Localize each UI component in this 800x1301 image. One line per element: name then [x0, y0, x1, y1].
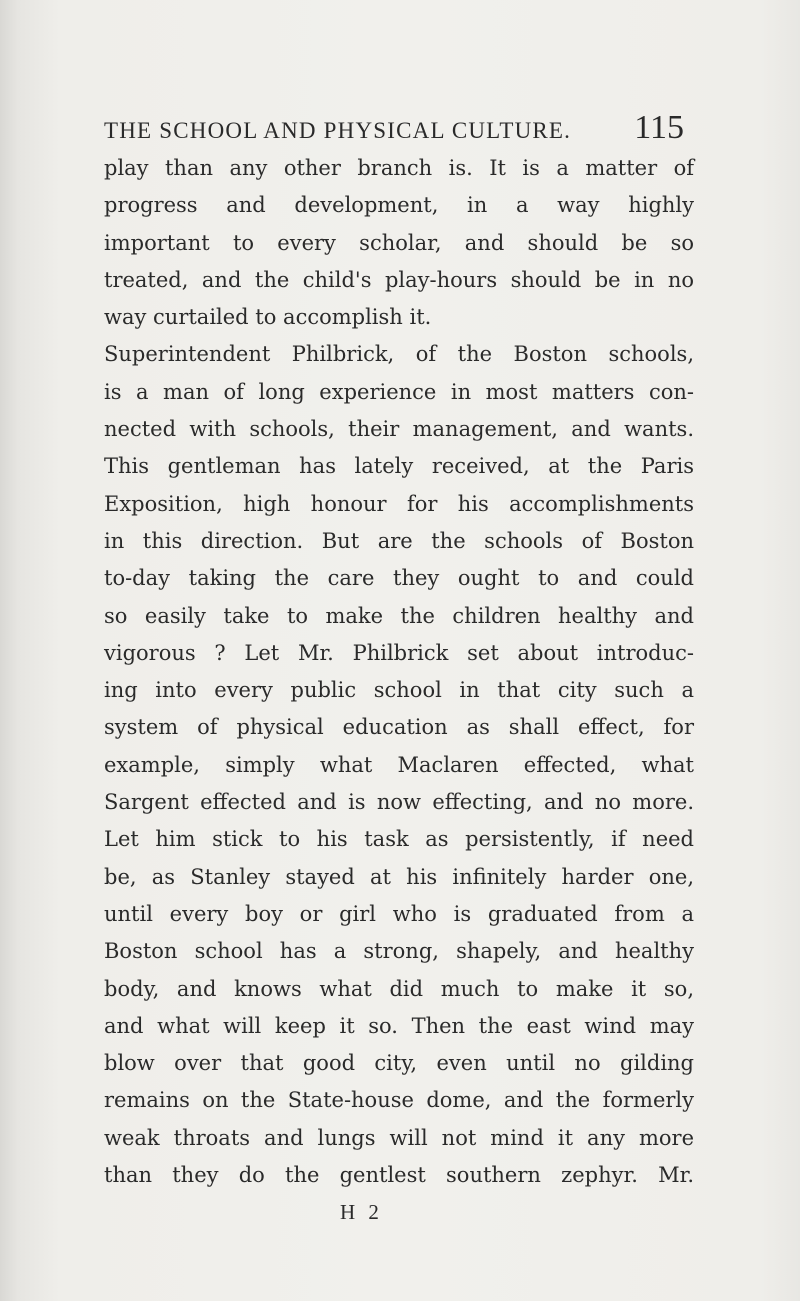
text-line: so easily take to make the children healthy and — [104, 603, 694, 628]
text-line: in this direction. But are the schools of Boston — [104, 528, 694, 553]
text-line: remains on the State-house dome, and the formerly — [104, 1088, 694, 1113]
signature-mark: H 2 — [340, 1200, 383, 1224]
text-line: important to every scholar, and should be so — [104, 230, 694, 255]
text-line: be, as Stanley stayed at his infinitely harder one, — [104, 864, 694, 889]
running-title: THE SCHOOL AND PHYSICAL CULTURE. — [104, 118, 572, 143]
text-line: progress and development, in a way highly — [104, 193, 694, 218]
text-line: example, simply what Maclaren effected, what — [104, 752, 694, 777]
text-line: until every boy or girl who is graduated from a — [104, 901, 694, 926]
text-line: to-day taking the care they ought to and could — [104, 566, 694, 591]
text-line: is a man of long experience in most matters con- — [104, 379, 694, 404]
text-line: body, and knows what did much to make it so, — [104, 976, 694, 1001]
text-line: treated, and the child's play-hours should be in no — [104, 267, 694, 292]
text-line: This gentleman has lately received, at the Paris — [104, 454, 694, 479]
text-line: ing into every public school in that city such a — [104, 678, 694, 703]
text-line: and what will keep it so. Then the east wind may — [104, 1013, 694, 1038]
text-line: way curtailed to accomplish it. — [104, 305, 432, 330]
text-line: Boston school has a strong, shapely, and healthy — [104, 939, 694, 964]
body-text — [104, 150, 694, 1194]
page-header — [104, 108, 704, 150]
text-line: nected with schools, their management, and wants. — [104, 417, 694, 442]
text-line: vigorous ? Let Mr. Philbrick set about introduc- — [104, 640, 694, 665]
text-line: Superintendent Philbrick, of the Boston schools, — [104, 342, 694, 367]
text-line: Exposition, high honour for his accomplishments — [104, 491, 694, 516]
text-line: play than any other branch is. It is a matter of — [104, 156, 694, 180]
text-line: Let him stick to his task as persistently, if need — [104, 827, 694, 852]
text-line: weak throats and lungs will not mind it any more — [104, 1125, 694, 1150]
text-line: blow over that good city, even until no gilding — [104, 1051, 694, 1076]
text-line: than they do the gentlest southern zephyr. Mr. — [104, 1163, 694, 1188]
text-line: system of physical education as shall effect, for — [104, 715, 694, 740]
page-number: 115 — [634, 109, 684, 146]
text-line: Sargent effected and is now effecting, and no more. — [104, 790, 694, 815]
